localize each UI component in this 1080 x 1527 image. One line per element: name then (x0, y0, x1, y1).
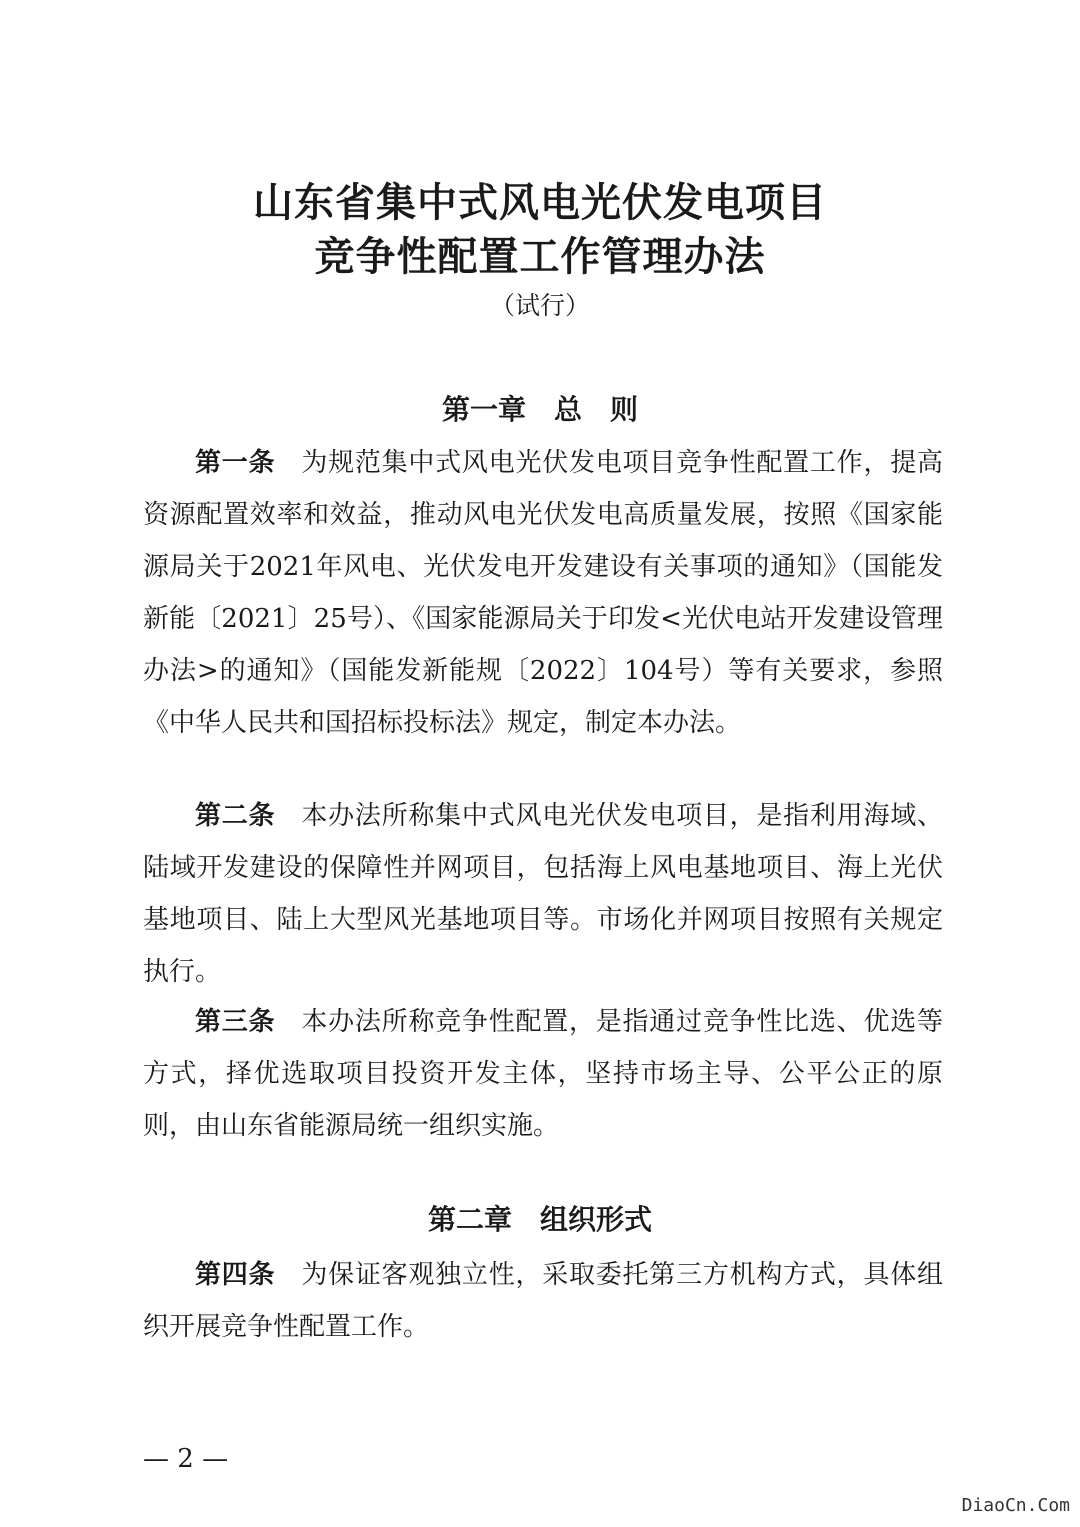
article-4 (143, 1249, 943, 1353)
document-title-line-1: 山东省集中式风电光伏发电项目 (253, 179, 827, 226)
article-1-number: 第一条 (195, 448, 276, 478)
article-4-text: 为保证客观独立性，采取委托第三方机构方式，具体组织开展竞争性配置工作。 (143, 1260, 943, 1342)
site-watermark: DiaoCn.Com (961, 1495, 1070, 1516)
article-3-number: 第三条 (195, 1007, 276, 1037)
document-title-line-2: 竞争性配置工作管理办法 (314, 233, 766, 280)
chapter-heading-1: 第一章 总 则 (441, 393, 638, 426)
article-3-text: 本办法所称竞争性配置，是指通过竞争性比选、优选等方式，择优选取项目投资开发主体，坚持市场主导、公平公正的原则，由山东省能源局统一组织实施。 (143, 1007, 943, 1141)
article-4-number: 第四条 (195, 1260, 276, 1290)
chapter-heading-2: 第二章 组织形式 (427, 1203, 652, 1236)
page-number: — 2 — (143, 1444, 229, 1474)
document-subtitle: （试行） (489, 291, 590, 320)
article-2-text: 本办法所称集中式风电光伏发电项目，是指利用海域、陆域开发建设的保障性并网项目，包括海上风电基地项目、海上光伏基地项目、陆上大型风光基地项目等。市场化并网项目按照有关规定执行。 (143, 801, 943, 987)
article-2-number: 第二条 (195, 801, 276, 831)
article-3 (143, 996, 943, 1152)
article-2 (143, 790, 943, 998)
article-1-text: 为规范集中式风电光伏发电项目竞争性配置工作，提高资源配置效率和效益，推动风电光伏发电高质量发展，按照《国家能源局关于2021年风电、光伏发电开发建设有关事项的通知》（国能发新能〔2021〕25号）、《国家能源局关于印发<光伏电站开发建设管理办法>的通知》（国能发新能规〔2022〕104号）等有关要求，参照《中华人民共和国招标投标法》规定，制定本办法。 (143, 448, 943, 738)
article-1 (143, 437, 943, 749)
